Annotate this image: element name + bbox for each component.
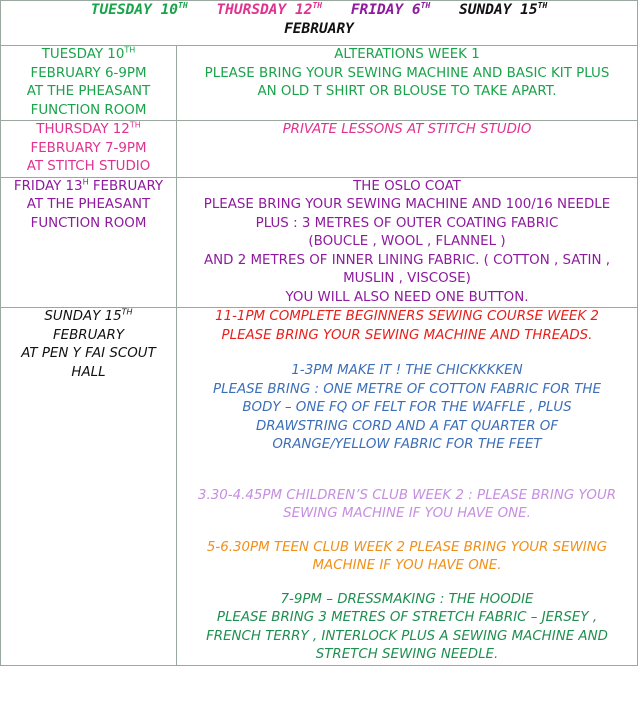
session-childrens-club: 3.30-4.45PM CHILDREN’S CLUB WEEK 2 : PLEASE BRING YOUR SEWING MACHINE IF YOU HAVE ONE. — [197, 487, 617, 521]
header-days — [3, 1, 635, 20]
details-cell-tuesday: ALTERATIONS WEEK 1 PLEASE BRING YOUR SEWING MACHINE AND BASIC KIT PLUS AN OLD T SHIRT OR BLOUSE TO TAKE APART. — [177, 46, 638, 121]
session-teen-club: 5-6.30PM TEEN CLUB WEEK 2 PLEASE BRING YOUR SEWING MACHINE IF YOU HAVE ONE. — [206, 539, 608, 573]
details-cell-thursday: PRIVATE LESSONS AT STITCH STUDIO — [177, 121, 638, 178]
header-friday: FRIDAY 6TH — [350, 1, 431, 18]
session-hoodie: 7-9PM – DRESSMAKING : THE HOODIE PLEASE BRING 3 METRES OF STRETCH FABRIC – JERSEY , FRENCH TERRY , INTERLOCK PLUS A SEWING MACHINE AND STRETCH SEWING NEEDLE. — [206, 591, 608, 662]
date-cell-sunday: SUNDAY 15TH FEBRUARY AT PEN Y FAI SCOUT HALL — [1, 308, 177, 666]
row-sunday — [1, 308, 638, 666]
row-thursday — [1, 121, 638, 178]
header-sunday: SUNDAY 15TH — [459, 1, 548, 18]
session-chicken: 1-3PM MAKE IT ! THE CHICKKKKEN PLEASE BRING : ONE METRE OF COTTON FABRIC FOR THE BODY – ONE FQ OF FELT FOR THE WAFFLE , PLUS DRAWSTRING CORD AND A FAT QUARTER OF ORANGE/YELLOW FABRIC FOR THE FEET — [213, 363, 601, 452]
date-cell-thursday: THURSDAY 12TH FEBRUARY 7-9PM AT STITCH STUDIO — [1, 121, 177, 178]
row-tuesday — [1, 46, 638, 121]
header-tuesday: TUESDAY 10TH — [90, 1, 188, 18]
header-thursday: THURSDAY 12TH — [216, 1, 323, 18]
details-cell-sunday — [177, 308, 638, 666]
date-cell-friday: FRIDAY $13^H$ FEBRUARY AT THE PHEASANT FUNCTION ROOM — [1, 177, 177, 308]
header-month: FEBRUARY — [284, 21, 354, 37]
schedule-header-row — [1, 1, 638, 46]
schedule-header — [1, 1, 638, 46]
date-cell-tuesday: TUESDAY 10TH FEBRUARY 6-9PM AT THE PHEASANT FUNCTION ROOM — [1, 46, 177, 121]
session-beginners: 11-1PM COMPLETE BEGINNERS SEWING COURSE WEEK 2 PLEASE BRING YOUR SEWING MACHINE AND THREADS. — [215, 309, 599, 343]
details-cell-friday: THE OSLO COAT PLEASE BRING YOUR SEWING MACHINE AND 100/16 NEEDLE PLUS : 3 METRES OF OUTER COATING FABRIC (BOUCLE , WOOL , FLANNEL ) AND 2 METRES OF INNER LINING FABRIC. ( COTTON , SATIN , MUSLIN , VISCOSE) YOU WILL ALSO NEED ONE BUTTON. — [177, 177, 638, 308]
row-friday — [1, 177, 638, 308]
